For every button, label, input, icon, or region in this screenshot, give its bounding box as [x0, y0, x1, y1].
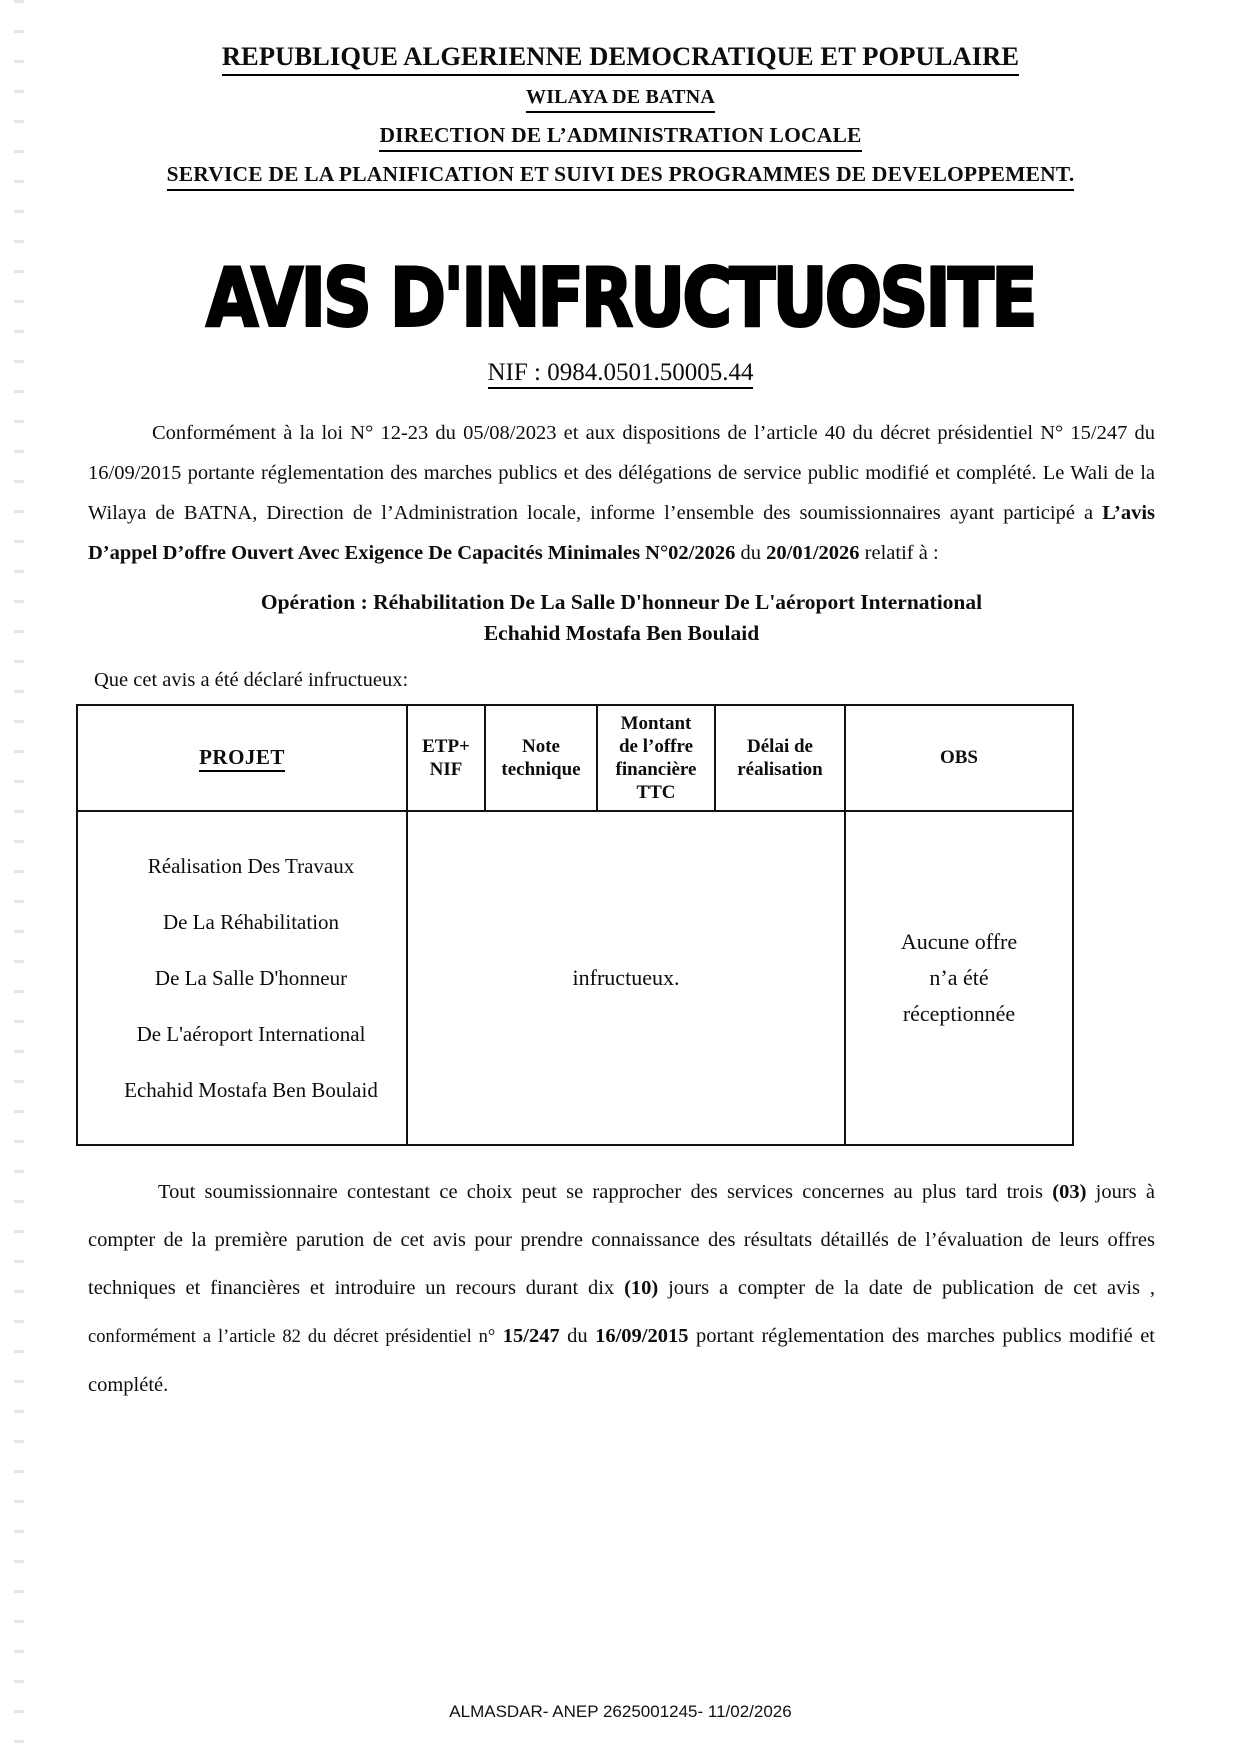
projet-line-2: De La Réhabilitation — [162, 909, 340, 934]
projet-line-3: De La Salle D'honneur — [154, 965, 348, 990]
closing-block — [88, 1168, 1155, 1409]
declared-infructueux-text: Que cet avis a été déclaré infructueux: — [94, 668, 409, 691]
column-header-montant-line2: de l’offre — [618, 735, 694, 757]
operation-line-2: Echahid Mostafa Ben Boulaid — [483, 620, 760, 645]
cell-obs — [845, 811, 1073, 1145]
closing-bold-decree-date: 16/09/2015 — [595, 1324, 689, 1347]
closing-segment-4: du — [559, 1324, 596, 1347]
projet-line-1: Réalisation Des Travaux — [147, 853, 355, 878]
column-header-etp-line2: NIF — [429, 758, 463, 780]
page-footer: ALMASDAR- ANEP 2625001245- 11/02/2026 — [449, 1702, 792, 1721]
letterhead-line-wilaya: WILAYA DE BATNA — [526, 85, 715, 113]
nif-value: NIF : 0984.0501.50005.44 — [488, 359, 754, 389]
column-header-delai-line2: réalisation — [737, 758, 823, 780]
results-table-body — [77, 811, 1073, 1145]
letterhead — [0, 0, 1241, 200]
closing-bold-03: (03) — [1052, 1180, 1087, 1203]
column-header-note-technique — [485, 705, 597, 811]
closing-segment-2: jours à compter de la première parution de cet avis pour prendre connaissance des résultats détaillés de l’évaluation de leurs offres techniques et financières et introduire un recours durant dix — [88, 1180, 1155, 1299]
column-header-etp-nif — [407, 705, 485, 811]
column-header-projet-label: PROJET — [199, 745, 285, 772]
closing-bold-decree-number: 15/247 — [502, 1324, 560, 1347]
projet-line-5: Echahid Mostafa Ben Boulaid — [124, 1077, 378, 1102]
column-header-delai — [715, 705, 845, 811]
letterhead-line-republic: REPUBLIQUE ALGERIENNE DEMOCRATIQUE ET POPULAIRE — [222, 40, 1019, 76]
column-header-montant-line4: TTC — [636, 781, 676, 803]
column-header-montant-line3: financière — [615, 758, 697, 780]
column-header-note-line1: Note — [522, 735, 560, 757]
obs-line-1: Aucune offre — [900, 928, 1018, 954]
intro-bold-tender-ref: L’avis D’appel D’offre Ouvert Avec Exigence De Capacités Minimales N°02/2026 — [88, 501, 1155, 564]
column-header-etp-line1: ETP+ — [422, 735, 470, 757]
column-header-montant-line1: Montant — [620, 712, 692, 734]
cell-result-infructueux: infructueux. — [407, 811, 845, 1145]
column-header-delai-line1: Délai de — [747, 735, 813, 757]
closing-bold-10: (10) — [624, 1276, 659, 1299]
letterhead-line-direction: DIRECTION DE L’ADMINISTRATION LOCALE — [379, 122, 861, 152]
results-table-head — [77, 705, 1073, 811]
operation-block — [88, 587, 1155, 649]
cell-projet — [77, 811, 407, 1145]
table-row — [77, 811, 1073, 1145]
closing-segment-1: Tout soumissionnaire contestant ce choix peut se rapprocher des services concernes au plus tard trois — [158, 1180, 1053, 1203]
intro-bold-date: 20/01/2026 — [766, 541, 860, 564]
page-title: AVIS D'INFRUCTUOSITE — [206, 250, 1035, 345]
letterhead-line-service: SERVICE DE LA PLANIFICATION ET SUIVI DES PROGRAMMES DE DEVELOPPEMENT. — [167, 161, 1075, 191]
intro-paragraph — [88, 413, 1155, 573]
obs-line-3: réceptionnée — [902, 1000, 1016, 1026]
results-table — [76, 704, 1074, 1146]
operation-line-1: Opération : Réhabilitation De La Salle D'honneur De L'aéroport International — [260, 589, 983, 614]
column-header-montant — [597, 705, 715, 811]
nif-line — [0, 359, 1241, 387]
obs-line-2: n’a été — [929, 964, 989, 990]
projet-line-4: De L'aéroport International — [136, 1021, 366, 1046]
intro-segment-3: relatif à : — [859, 541, 939, 564]
table-header-row — [77, 705, 1073, 811]
intro-segment-2: du — [735, 541, 767, 564]
closing-segment-5: portant réglementation des marches publics modifié et complété. — [88, 1324, 1156, 1396]
column-header-projet — [77, 705, 407, 811]
intro-segment-1: Conformément à la loi N° 12-23 du 05/08/2023 et aux dispositions de l’article 40 du décret présidentiel N° 15/247 du 16/09/2015 portante réglementation des marches publics et des délégations de service public modifié et complété. Le Wali de la Wilaya de BATNA, Direction de l’Administration locale, informe l’ensemble des soumissionnaires ayant participé a — [88, 421, 1155, 524]
document-body — [0, 413, 1241, 1409]
column-header-obs: OBS — [845, 705, 1073, 811]
closing-segment-3: jours a compter de la date de publication de cet avis , — [658, 1276, 1155, 1299]
column-header-note-line2: technique — [501, 758, 581, 780]
closing-paragraph — [88, 1168, 1155, 1409]
closing-small-clause: conformément a l’article 82 du décret présidentiel n° — [88, 1326, 496, 1347]
